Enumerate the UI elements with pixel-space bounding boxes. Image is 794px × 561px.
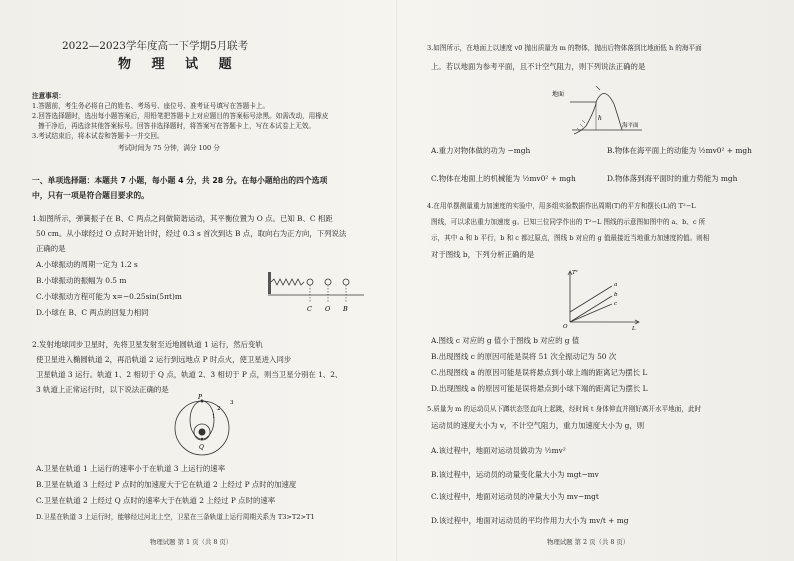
fig-line-a: a [614, 282, 618, 288]
fig-label-orbit-3: 3 [230, 400, 234, 406]
q2-option-c: C.卫星在轨道 2 上经过 Q 点时的速率大于在轨道 2 上经过 P 点时的速率 [36, 496, 276, 505]
page-footer: 物理试题 第 2 页（共 8 页） [547, 538, 630, 546]
fig-line-b: b [614, 292, 618, 298]
spring-oscillator-figure [268, 268, 368, 314]
q5-stem: 5.质量为 m 的运动员从下蹲状态竖直向上起跳，经时间 t 身体伸直并刚好离开水平地面，此时 [427, 405, 702, 413]
q4-option-a: A.图线 c 对应的 g 值小于图线 b 对应的 g 值 [431, 336, 580, 345]
q2-stem: 2.发射地球同步卫星时，先将卫星发射至近地圆轨道 1 运行，然后变轨 [32, 340, 263, 349]
q4-option-b: B.出现图线 c 的原因可能是误将 51 次全振动记为 50 次 [431, 352, 617, 361]
fig-line-c: c [614, 301, 618, 307]
fig-label-ground: 地面 [552, 91, 565, 98]
fig-axis-l: L [632, 326, 636, 332]
exam-title: 2022—2023学年度高一下学期5月联考 [62, 40, 249, 52]
q3-option-a: A.重力对物体做的功为 −mgh [431, 146, 531, 155]
q2-option-a: A.卫星在轨道 1 上运行的速率小于在轨道 3 上运行的速率 [36, 464, 226, 473]
page-footer: 物理试题 第 1 页（共 8 页） [150, 538, 233, 546]
subject-title: 物 理 试 题 [118, 57, 240, 72]
fig-label-orbit-1: 1 [212, 414, 216, 420]
q1-option-b: B.小球振动的振幅为 0.5 m [36, 276, 127, 285]
fig-label-p: P [198, 394, 203, 401]
fig-label-q: Q [199, 444, 204, 451]
fig-label-sea-level: 海平面 [622, 123, 639, 129]
q3-option-b: B.物体在海平面上的动能为 ½mv0² + mgh [607, 146, 752, 155]
fig-label-o: O [325, 305, 331, 313]
q2-option-b: B.卫星在轨道 3 上经过 P 点时的加速度大于它在轨道 2 上经过 P 点时的加速度 [36, 480, 297, 489]
q1-option-d: D.小球在 B、C 两点的回复力相同 [36, 308, 149, 317]
notice-item: 3.考试结束后，将本试卷和答题卡一并交回。 [32, 132, 164, 140]
q5-stem: 运动员的速度大小为 v，不计空气阻力，重力加速度大小为 g，则 [431, 421, 645, 430]
q4-option-c: C.出现图线 a 的原因可能是误将悬点到小球上端的距离记为摆长 L [431, 368, 648, 377]
fig-origin: O [563, 324, 568, 330]
exam-time: 考试时间为 75 分钟，满分 100 分 [118, 144, 220, 152]
q4-stem: 4.在用单摆测量重力加速度的实验中，用多组实验数据作出周期(T)的平方和摆长(L)的 T²−L [427, 202, 696, 210]
fig-label-orbit-2: 2 [217, 406, 221, 412]
q5-option-a: A.该过程中，地面对运动员做功为 ½mv² [431, 446, 566, 455]
q4-stem: 对于图线 b，下列分析正确的是 [431, 250, 535, 259]
q2-stem: 3 轨道上正常运行时，以下说法正确的是 [36, 385, 169, 394]
satellite-orbit-figure [162, 394, 242, 458]
q2-stem: 卫星轨道 3 运行。轨道 1、2 相切于 Q 点，轨道 2、3 相切于 P 点，则当卫星分别在 1、2、 [36, 370, 343, 379]
q4-stem: 图线，可以求出重力加速度 g。已知三位同学作出的 T²−L 图线的示意图如图中的 a、b、c 所 [431, 218, 706, 226]
section-heading: 一、单项选择题：本题共 7 小题，每小题 4 分，共 28 分。在每小题给出的四个选项 [32, 176, 328, 185]
q1-stem: 50 cm。从小球经过 O 点时开始计时，经过 0.3 s 首次到达 B 点，取向右为正方向，下列说法 [36, 229, 347, 238]
q1-stem: 1.如图所示，弹簧振子在 B、C 两点之间做简谐运动，其平衡位置为 O 点。已知 B、C 相距 [32, 214, 333, 223]
notice-item: 1.答题前，考生务必将自己的姓名、考场号、座位号、准考证号填写在答题卡上。 [32, 102, 270, 110]
t2-l-graph-figure [562, 268, 642, 332]
q1-option-c: C.小球振动方程可能为 x=−0.25sin(5πt)m [36, 292, 182, 301]
q1-stem: 正确的是 [36, 244, 66, 253]
q2-option-d: D.卫星在轨道 3 上运行时，能够经过河北上空，卫星在三条轨道上运行周期关系为 T3>T2>T1 [36, 513, 315, 521]
q4-option-d: D.出现图线 a 的原因可能是误将悬点到小球下端的距离记为摆长 L [431, 384, 648, 393]
q2-stem: 使卫星进入椭圆轨道 2，再沿轨道 2 运行到远地点 P 时点火，使卫星进入同步 [36, 355, 292, 364]
projectile-cliff-figure [552, 80, 648, 138]
q3-option-d: D.物体落到海平面时的重力势能为 mgh [607, 174, 738, 183]
fig-label-h: h [598, 115, 602, 122]
notice-heading: 注意事项： [32, 92, 65, 100]
q5-option-d: D.该过程中，地面对运动员的平均作用力大小为 mv/t + mg [431, 516, 629, 525]
q3-stem: 上。若以地面为参考平面，且不计空气阻力，则下列说法正确的是 [431, 62, 646, 71]
q5-option-b: B.该过程中，运动员的动量变化量大小为 mgt−mv [431, 470, 599, 479]
q3-stem: 3.如图所示，在地面上以速度 v0 抛出质量为 m 的物体，抛出后物体落到比地面低 h 的海平面 [427, 44, 702, 52]
fig-label-c: C [307, 305, 312, 313]
q1-option-a: A.小球振动的周期一定为 1.2 s [36, 260, 138, 269]
notice-item: 擦干净后，再选涂其他答案标号。回答非选择题时，将答案写在答题卡上，写在本试卷上无效。 [38, 122, 315, 130]
fig-label-b: B [343, 305, 348, 313]
q5-option-c: C.该过程中，地面对运动员的冲量大小为 mv−mgt [431, 492, 599, 501]
q4-stem: 示，其中 a 和 b 平行，b 和 c 都过原点，图线 b 对应的 g 值最接近当地重力加速度的值。则相 [431, 234, 710, 242]
section-heading-cont: 中，只有一项是符合题目要求的。 [32, 191, 149, 200]
notice-item: 2.回答选择题时，选出每小题答案后，用铅笔把答题卡上对应题目的答案标号涂黑。如需改动，用橡皮 [32, 112, 329, 120]
fig-axis-t2: T² [572, 270, 578, 276]
q3-option-c: C.物体在地面上的机械能为 ½mv0² + mgh [431, 174, 576, 183]
page-2 [397, 0, 794, 561]
